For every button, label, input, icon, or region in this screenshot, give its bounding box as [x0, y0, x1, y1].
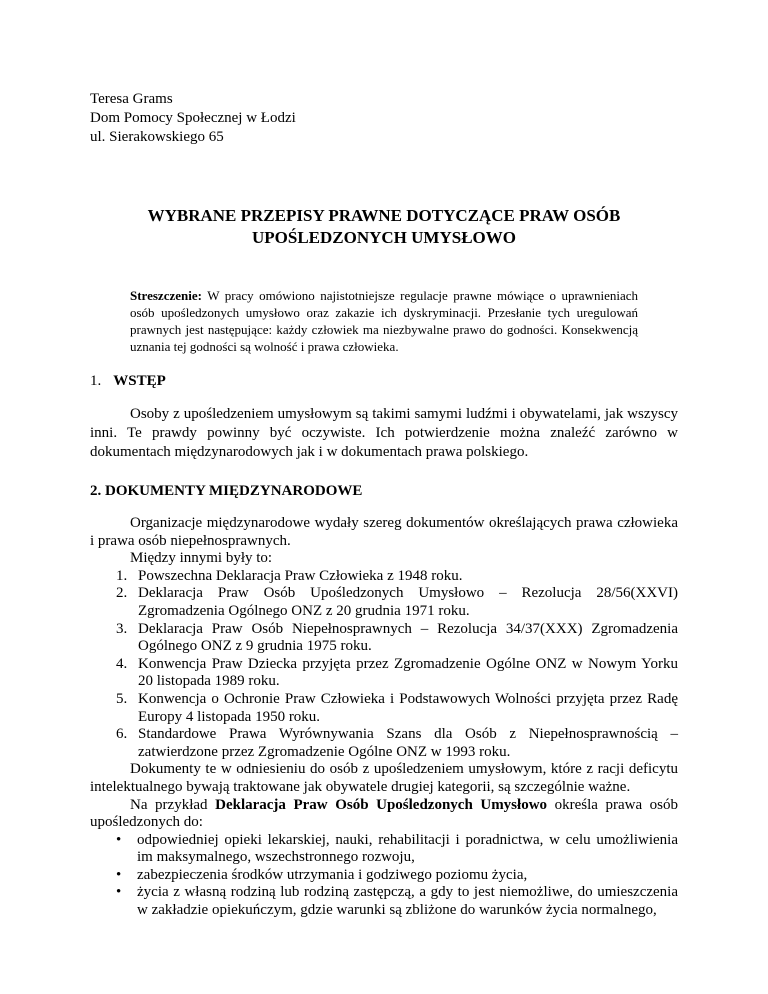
list-item	[90, 867, 678, 885]
list-item	[90, 832, 678, 867]
author-institution: Dom Pomocy Społecznej w Łodzi	[90, 110, 296, 126]
section-1-title: WSTĘP	[113, 373, 166, 389]
list-item: 2. Deklaracja Praw Osób Upośledzonych Umysłowo – Rezolucja 28/56(XXVI) Zgromadzenia Ogólnego ONZ z 20 grudnia 1971 roku.	[131, 585, 678, 620]
document-title	[90, 205, 678, 249]
section-2-importance: Dokumenty te w odniesieniu do osób z upośledzeniem umysłowym, które z racji deficytu intelektualnego bywają traktowane jak obywatele drugiej kategorii, są szczególnie ważne.	[90, 761, 678, 795]
documents-list	[90, 568, 678, 762]
example-prefix: Na przykład	[130, 796, 216, 813]
example-suffix: określa prawa osób upośledzonych do:	[90, 796, 679, 831]
list-item: 1. Powszechna Deklaracja Praw Człowieka z 1948 roku.	[131, 568, 678, 586]
rights-list	[90, 832, 678, 920]
author-block	[90, 90, 296, 147]
section-2-among: Między innymi były to:	[130, 550, 273, 567]
bullet-icon: •	[116, 831, 122, 848]
author-name: Teresa Grams	[90, 91, 173, 107]
list-item: 6. Standardowe Prawa Wyrównywania Szans dla Osób z Niepełnosprawnością – zatwierdzone przez Zgromadzenie Ogólne ONZ w 1993 roku.	[131, 726, 678, 761]
abstract-text: W pracy omówiono najistotniejsze regulacje prawne mówiące o uprawnieniach osób upośledzonych umysłowo oraz zakazie ich dyskryminacji. Przesłanie tych uregulowań prawnych jest następujące: każdy człowiek ma niezbywalne prawo do godności. Konsekwencją uznania tej godności są wolność i prawa człowieka.	[130, 288, 638, 354]
abstract	[130, 287, 638, 355]
list-item: 3. Deklaracja Praw Osób Niepełnosprawnych – Rezolucja 34/37(XXX) Zgromadzenia Ogólnego ONZ z 9 grudnia 1975 roku.	[131, 621, 678, 656]
bullet-icon: •	[116, 866, 122, 883]
section-2-example	[90, 797, 678, 832]
list-item	[90, 884, 678, 919]
author-address: ul. Sierakowskiego 65	[90, 129, 224, 145]
title-line-2: UPOŚLEDZONYCH UMYSŁOWO	[252, 228, 516, 247]
right-text: odpowiedniej opieki lekarskiej, nauki, rehabilitacji i poradnictwa, w celu umożliwienia im maksymalnego, wszechstronnego rozwoju,	[137, 831, 678, 866]
abstract-label: Streszczenie:	[130, 288, 202, 303]
right-text: zabezpieczenia środków utrzymania i godziwego poziomu życia,	[137, 866, 528, 883]
title-line-1: WYBRANE PRZEPISY PRAWNE DOTYCZĄCE PRAW OSÓB	[147, 206, 621, 225]
right-text: życia z własną rodziną lub rodziną zastępczą, a gdy to jest niemożliwe, do umieszczenia w zakładzie opiekuńczym, gdzie warunki są zbliżone do warunków życia normalnego,	[137, 884, 678, 919]
section-2-body	[90, 515, 678, 920]
section-2-intro: Organizacje międzynarodowe wydały szereg dokumentów określających prawa człowieka i prawa osób niepełnosprawnych.	[90, 515, 678, 549]
example-declaration: Deklaracja Praw Osób Upośledzonych Umysłowo	[215, 796, 548, 813]
section-2-heading: 2. DOKUMENTY MIĘDZYNARODOWE	[90, 483, 363, 499]
list-item: 5. Konwencja o Ochronie Praw Człowieka i Podstawowych Wolności przyjęta przez Radę Europy 4 listopada 1950 roku.	[131, 691, 678, 726]
bullet-icon: •	[116, 884, 122, 901]
section-1-heading	[90, 373, 166, 390]
section-1-paragraph: Osoby z upośledzeniem umysłowym są takimi samymi ludźmi i obywatelami, jak wszyscy inni. Te prawdy powinny być oczywiste. Ich potwierdzenie można znaleźć zarówno w dokumentach międzynarodowych jak i w dokumentach prawa polskiego.	[90, 406, 678, 460]
section-1-number: 1.	[90, 373, 102, 389]
list-item: 4. Konwencja Praw Dziecka przyjęta przez Zgromadzenie Ogólne ONZ w Nowym Yorku 20 listopada 1989 roku.	[131, 656, 678, 691]
